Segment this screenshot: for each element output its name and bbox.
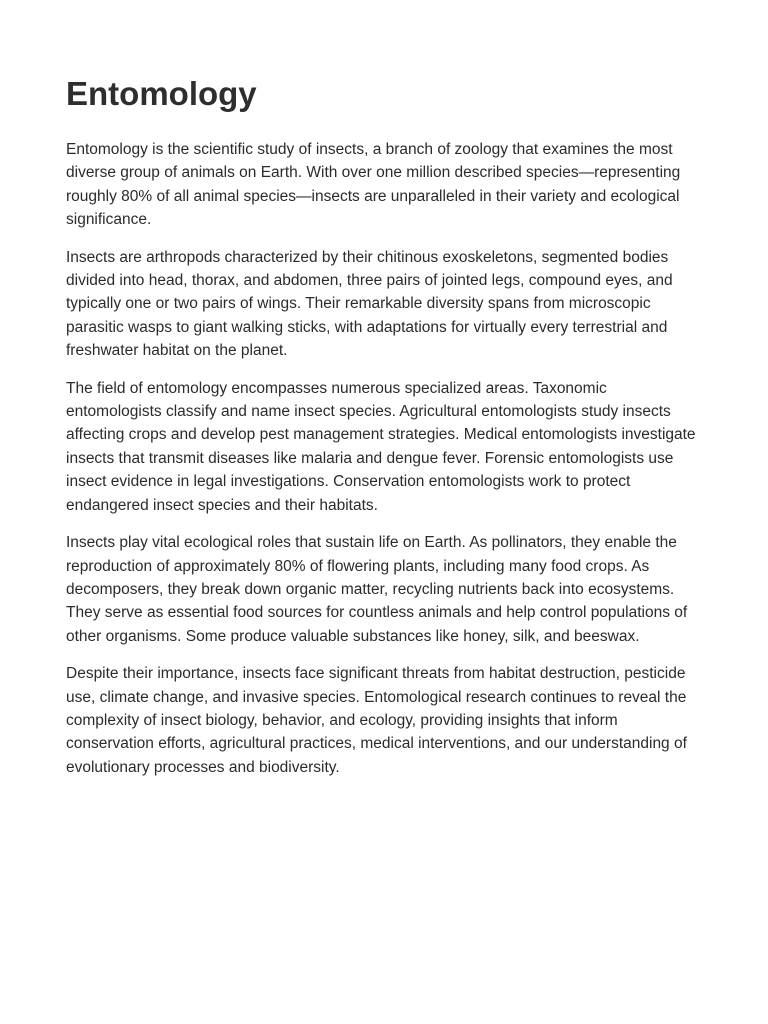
paragraph-threats: Despite their importance, insects face significant threats from habitat destruction, pesticide use, climate change, and invasive species. Entomological research continues to reveal the complexity of insect biology, behavior, and ecology, providing insights that inform conservation efforts, agricultural practices, medical interventions, and our understanding of evolutionary processes and biodiversity.	[66, 665, 687, 776]
paragraph-ecological-roles: Insects play vital ecological roles that sustain life on Earth. As pollinators, they enable the reproduction of approximately 80% of flowering plants, including many food crops. As decomposers, they break down organic matter, recycling nutrients back into ecosystems. They serve as essential food sources for countless animals and help control populations of other organisms. Some produce valuable substances like honey, silk, and beeswax.	[66, 534, 688, 645]
paragraph-specialized-areas: The field of entomology encompasses numerous specialized areas. Taxonomic entomologists classify and name insect species. Agricultural entomologists study insects affecting crops and develop pest management strategies. Medical entomologists investigate insects that transmit diseases like malaria and dengue fever. Forensic entomologists use insect evidence in legal investigations. Conservation entomologists work to protect endangered insect species and their habitats.	[66, 379, 696, 514]
paragraph-anatomy: Insects are arthropods characterized by their chitinous exoskeletons, segmented bodies divided into head, thorax, and abdomen, three pairs of jointed legs, compound eyes, and typically one or two pairs of wings. Their remarkable diversity spans from microscopic parasitic wasps to giant walking sticks, with adaptations for virtually every terrestrial and freshwater habitat on the planet.	[66, 248, 673, 360]
page-title: Entomology	[66, 75, 257, 112]
paragraph-intro: Entomology is the scientific study of insects, a branch of zoology that examines the most diverse group of animals on Earth. With over one million described species—representing roughly 80% of all animal species—insects are unparalleled in their variety and ecological significance.	[66, 141, 681, 229]
